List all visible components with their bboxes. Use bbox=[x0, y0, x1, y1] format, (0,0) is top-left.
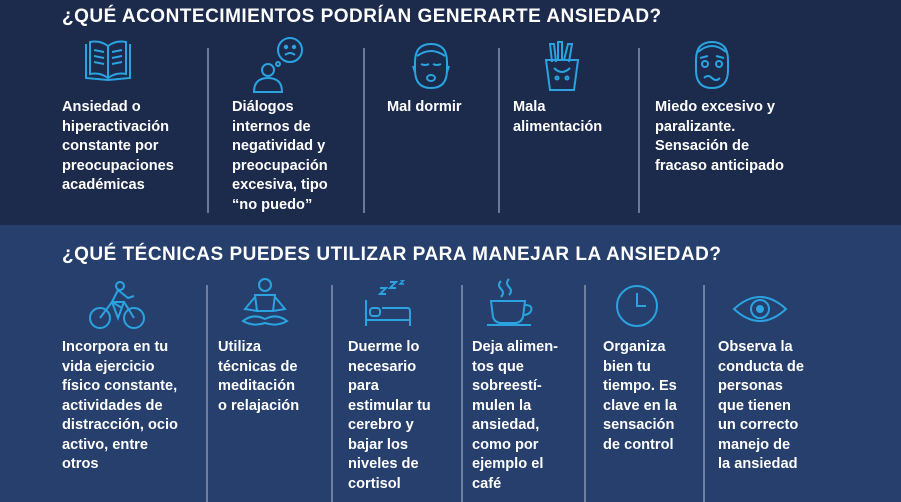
divider bbox=[207, 48, 209, 213]
technique-text-3: Duerme lo necesario para estimular tu cerebro y bajar los niveles de cortisol bbox=[348, 339, 431, 492]
divider bbox=[206, 285, 208, 502]
divider bbox=[638, 48, 640, 213]
technique-text-1: Incorpora en tu vida ejercicio físico constante, actividades de distracción, ocio activo, entre otros bbox=[62, 339, 178, 472]
divider bbox=[461, 285, 463, 502]
divider bbox=[584, 285, 586, 502]
anxiety-causes-section bbox=[0, 0, 901, 225]
causes-heading: ¿QUÉ ACONTECIMIENTOS PODRÍAN GENERARTE ANSIEDAD? bbox=[62, 6, 662, 27]
fries-icon bbox=[542, 40, 582, 92]
coffee-cup-icon bbox=[485, 277, 535, 329]
divider bbox=[331, 285, 333, 502]
divider bbox=[363, 48, 365, 213]
divider bbox=[703, 285, 705, 502]
clock-icon bbox=[614, 283, 660, 329]
tired-face-icon bbox=[409, 40, 453, 92]
technique-text-6: Observa la conducta de personas que tienen un correcto manejo de la ansiedad bbox=[718, 339, 804, 472]
worried-face-icon bbox=[690, 38, 734, 92]
anxiety-techniques-section bbox=[0, 225, 901, 502]
cause-text-3: Mal dormir bbox=[387, 99, 462, 115]
sleeping-bed-icon bbox=[364, 280, 412, 330]
technique-text-5: Organiza bien tu tiempo. Es clave en la sensación de control bbox=[603, 339, 677, 453]
thought-bubble-person-icon bbox=[248, 36, 310, 94]
cause-text-4: Mala alimentación bbox=[513, 99, 603, 135]
techniques-heading: ¿QUÉ TÉCNICAS PUEDES UTILIZAR PARA MANEJAR LA ANSIEDAD? bbox=[62, 244, 722, 265]
divider bbox=[498, 48, 500, 213]
cause-text-1: Ansiedad o hiperactivación constante por preocupaciones académicas bbox=[62, 99, 174, 193]
book-icon bbox=[82, 38, 134, 82]
technique-text-4: Deja alimen- tos que sobreestí- mulen la ansiedad, como por ejemplo el café bbox=[472, 339, 558, 492]
meditation-icon bbox=[239, 277, 291, 329]
cause-text-5: Miedo excesivo y paralizante. Sensación de fracaso anticipado bbox=[655, 99, 784, 174]
eye-icon bbox=[732, 291, 788, 327]
cyclist-icon bbox=[88, 280, 146, 332]
cause-text-2: Diálogos internos de negatividad y preocupación excesiva, tipo “no puedo” bbox=[232, 99, 328, 213]
technique-text-2: Utiliza técnicas de meditación o relajación bbox=[218, 339, 300, 414]
